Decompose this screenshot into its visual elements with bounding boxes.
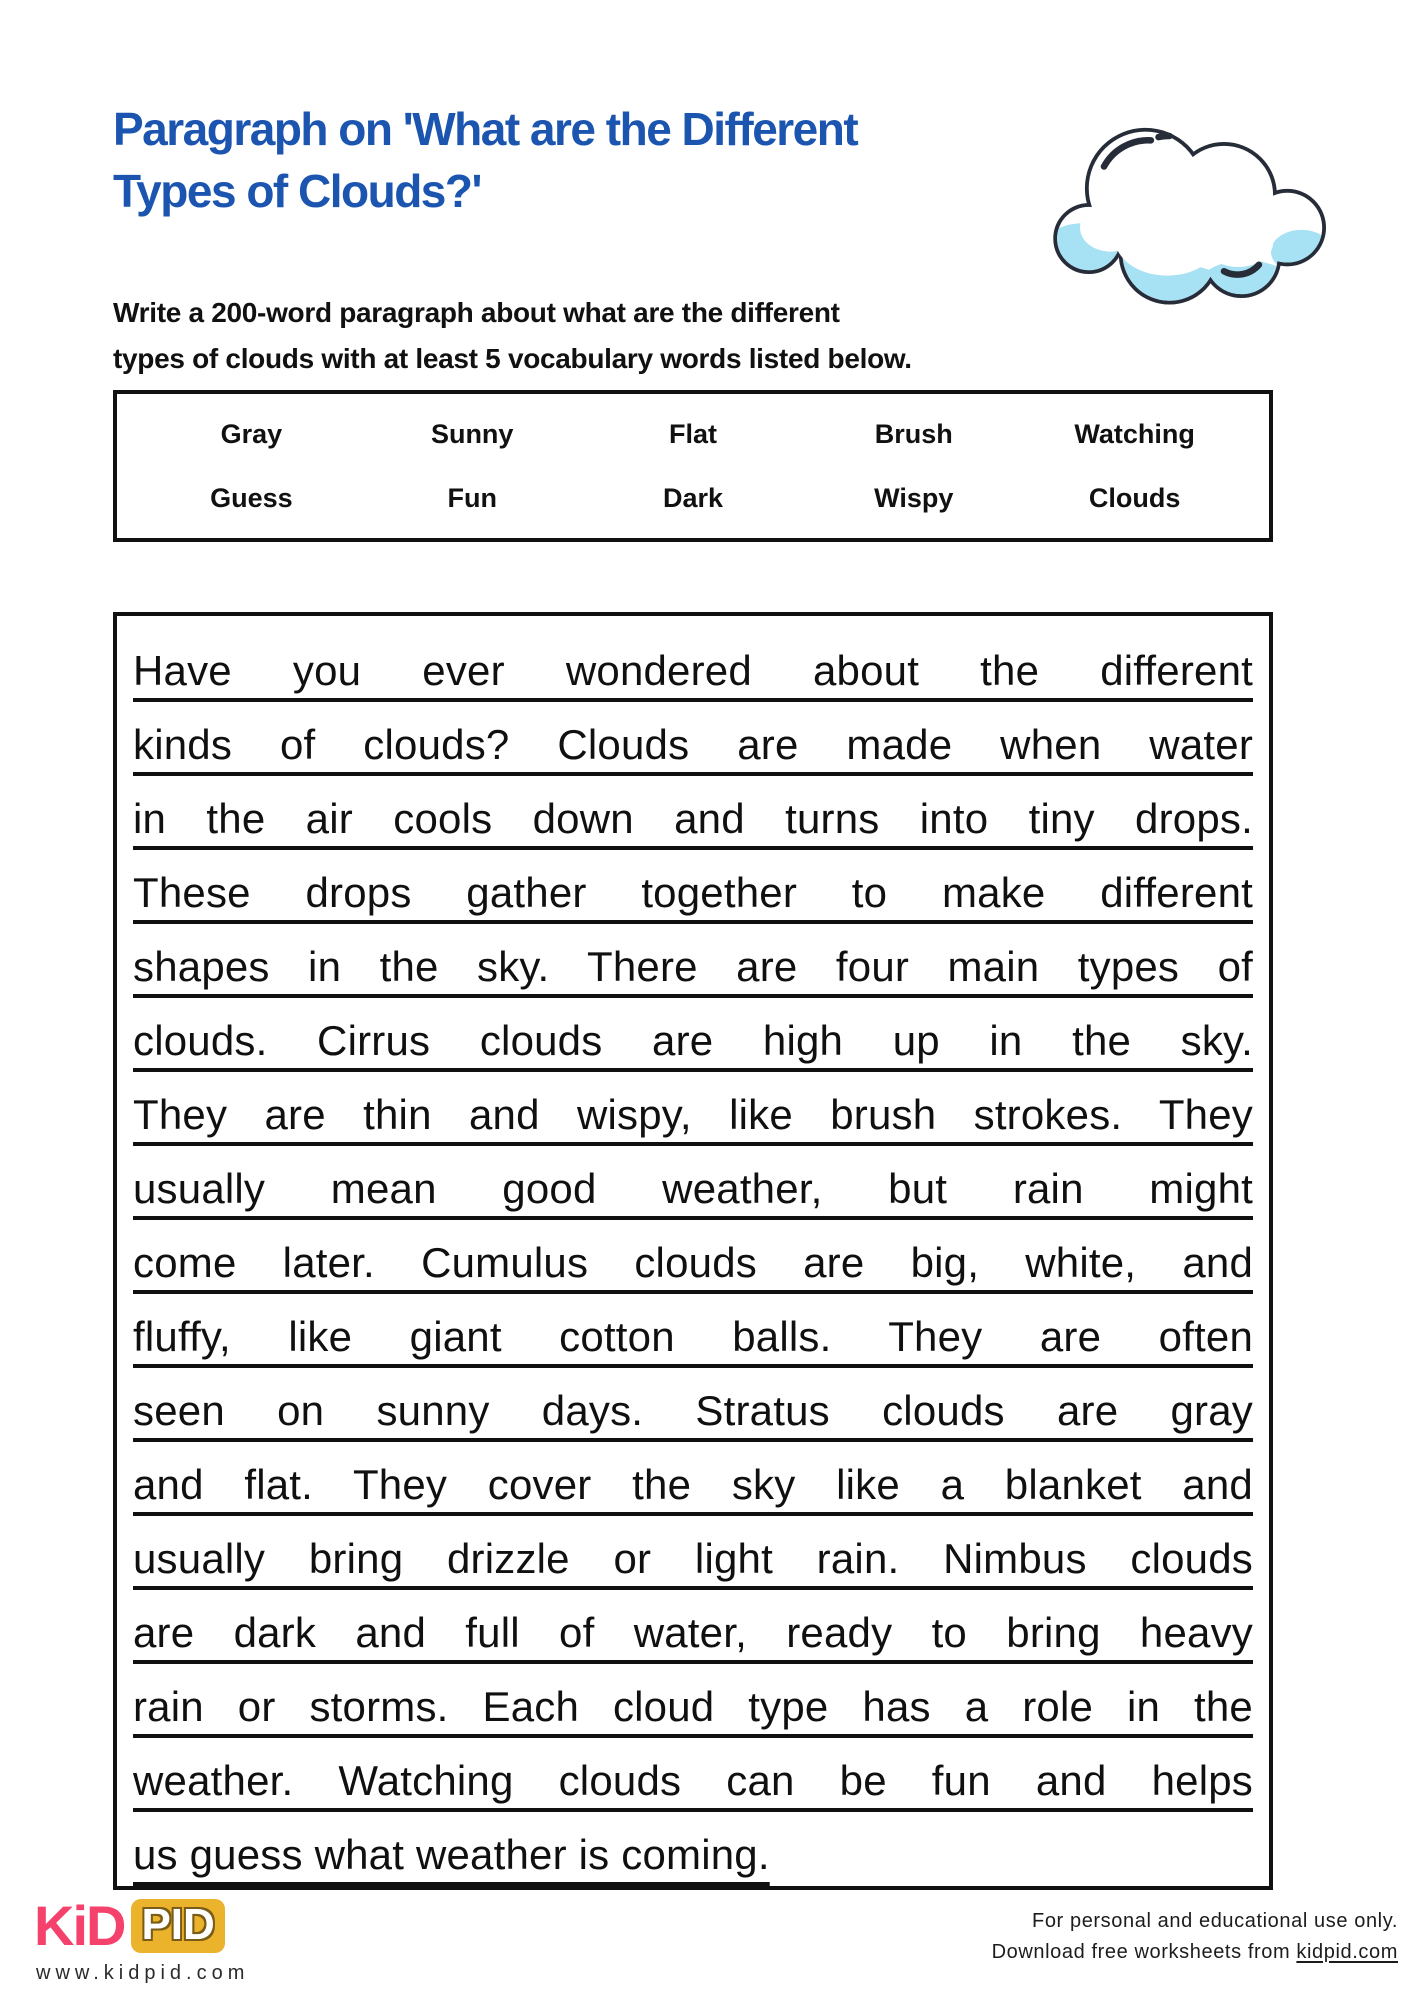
vocab-word: Gray [220,418,283,449]
page-title-line2: Types of Clouds?' [113,165,481,217]
kidpid-logo-pid: PID [131,1899,224,1953]
instructions-line1: Write a 200-word paragraph about what are the different [113,297,840,328]
paragraph-line: shapes in the sky. There are four main types of [133,943,1253,990]
paragraph-line: come later. Cumulus clouds are big, white, and [133,1239,1253,1286]
paragraph-line: weather. Watching clouds can be fun and helps [133,1757,1253,1804]
vocab-word: Fun [447,482,497,513]
vocabulary-box [113,390,1273,542]
vocab-word: Sunny [430,418,514,449]
vocab-word: Watching [1074,418,1195,449]
website-url: www.kidpid.com [36,1962,250,1984]
vocab-word: Clouds [1088,482,1181,513]
paragraph-line: and flat. They cover the sky like a blanket and [133,1461,1253,1508]
instructions-line2: types of clouds with at least 5 vocabulary words listed below. [113,343,912,374]
paragraph-line: are dark and full of water, ready to bring heavy [133,1609,1253,1656]
paragraph-line: usually bring drizzle or light rain. Nimbus clouds [133,1535,1253,1582]
usage-note-line1: For personal and educational use only. [1032,1910,1398,1932]
kidpid-logo [34,1894,225,1957]
kidpid-logo-kid: KiD [34,1894,125,1957]
instructions [113,290,1093,382]
paragraph-box [113,612,1273,1890]
vocab-word: Flat [668,418,717,449]
vocab-word: Dark [662,482,724,513]
paragraph-line: Have you ever wondered about the different [133,647,1253,694]
paragraph-line: in the air cools down and turns into tiny drops. [133,795,1253,842]
paragraph-line: rain or storms. Each cloud type has a role in the [133,1683,1253,1730]
paragraph-line: These drops gather together to make different [133,869,1253,916]
vocab-word: Wispy [874,482,954,513]
vocab-word: Brush [874,418,953,449]
paragraph-line: clouds. Cirrus clouds are high up in the sky. [133,1017,1253,1064]
paragraph-line: They are thin and wispy, like brush strokes. They [133,1091,1253,1138]
paragraph-line: usually mean good weather, but rain might [133,1165,1253,1212]
usage-note [992,1906,1398,1968]
paragraph-line: kinds of clouds? Clouds are made when water [133,721,1253,768]
vocab-word: Guess [210,482,293,513]
paragraph-line: seen on sunny days. Stratus clouds are gray [133,1387,1253,1434]
page-title [113,98,1013,222]
usage-note-line2: Download free worksheets from kidpid.com [991,1941,1398,1963]
page-title-line1: Paragraph on 'What are the Different [113,103,858,155]
kidpid-link[interactable]: kidpid.com [1296,1941,1398,1963]
paragraph-line: fluffy, like giant cotton balls. They are often [133,1313,1253,1360]
paragraph-line: us guess what weather is coming. [133,1831,770,1878]
